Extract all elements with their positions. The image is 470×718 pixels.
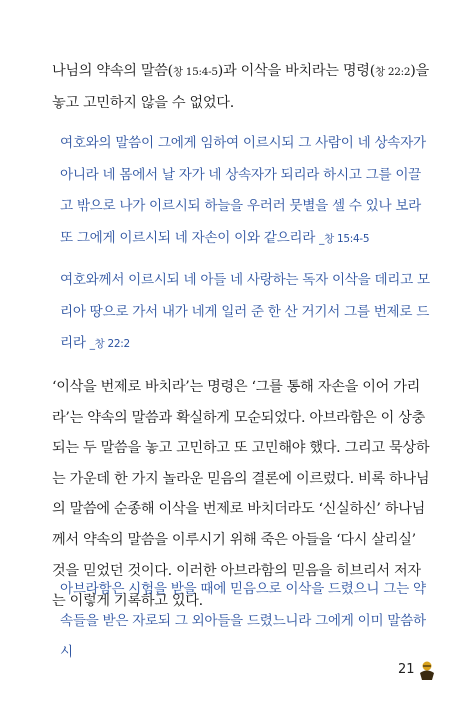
quote-2-reference: _창 22:2 [89,338,130,350]
scripture-quote-3 [60,574,432,669]
quote-2-text: 여호와께서 이르시되 네 아들 네 사랑하는 독자 이삭을 데리고 모리아 땅으로 가서 내가 네게 일러 준 한 산 거기서 그를 번제로 드리라 [60,272,430,351]
intro-ref-1: 창 15:4-5 [172,66,218,78]
publisher-logo-icon [417,660,437,682]
quote-3-text: 아브라함은 시험을 받을 때에 믿음으로 이삭을 드렸으니 그는 약속들을 받은 자로되 그 외아들을 드렸느니라 그에게 이미 말씀하시 [60,581,426,660]
intro-ref-2: 창 22:2 [374,66,411,78]
page-number: 21 [398,662,415,677]
main-paragraph-text: ‘이삭을 번제로 바치라’는 명령은 ‘그를 통해 자손을 이어 가리라’는 약속의 말씀과 확실하게 모순되었다. 아브라함은 이 상충되는 두 말씀을 놓고 고민하고 또 고민해야 했다. 그리고 묵상하는 가운데 한 가지 놀라운 믿음의 결론에 이르렀다. 비록 하나님의 말씀에 순종해 이삭을 번제로 바치더라도 ‘신실하신’ 하나님께서 약속의 말씀을 이루시기 위해 죽은 아들을 ‘다시 살리실’ 것을 믿었던 것이다. 이러한 아브라함의 믿음을 히브리서 저자는 이렇게 기록하고 있다. [52,379,430,610]
paragraph-intro [52,56,430,119]
quote-1-text: 여호와의 말씀이 그에게 임하여 이르시되 그 사람이 네 상속자가 아니라 네 몸에서 날 자가 네 상속자가 되리라 하시고 그를 이끌고 밖으로 나가 이르시되 하늘을 우러러 뭇별을 셀 수 있나 보라 또 그에게 이르시되 네 자손이 이와 같으리라 [60,135,426,246]
intro-text-b: )과 이삭을 바치라는 명령( [217,63,375,79]
scripture-quote-1 [60,128,432,255]
intro-text-c: )을 놓고 고민하지 않을 수 없었다. [52,63,429,111]
quote-1-reference: _창 15:4-5 [319,232,370,245]
intro-text-a: 나님의 약속의 말씀( [52,63,173,79]
scripture-quote-2 [60,265,432,361]
